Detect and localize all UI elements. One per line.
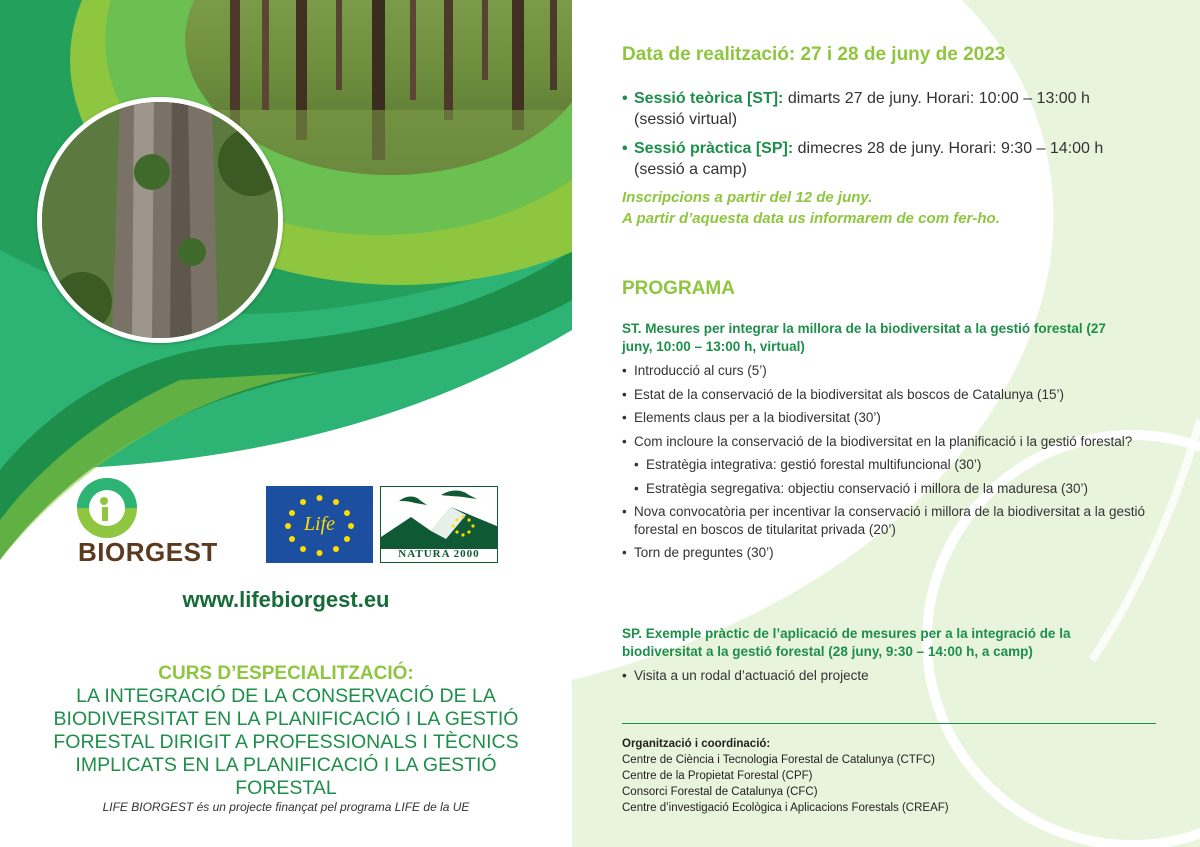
divider — [622, 723, 1156, 724]
course-title-line: BIODIVERSITAT EN LA PLANIFICACIÓ I LA GESTIÓ — [53, 708, 519, 730]
signup-line: Inscripcions a partir del 12 de juny. — [622, 189, 873, 206]
sp-heading-line: SP. Exemple pràctic de l’aplicació de mesures per a la integració de la — [622, 626, 1071, 641]
program-item: • Torn de preguntes (30’) — [622, 544, 1162, 562]
biorgest-logo — [72, 478, 247, 570]
organization-heading: Organització i coordinació: — [622, 738, 771, 750]
bullet-marker: • — [622, 140, 628, 157]
program-item: • Elements claus per a la biodiversitat (30’) — [622, 409, 1162, 427]
biorgest-wordmark: BIORGEST — [78, 537, 218, 567]
sp-heading-line: biodiversitat a la gestió forestal (28 juny, 9:30 – 14:00 h, a camp) — [622, 644, 1033, 659]
program-item: • Nova convocatòria per incentivar la conservació i millora de la biodiversitat a la gestió forestal en boscos de titularitat privada (20’) — [622, 503, 1162, 538]
session-label: Sessió teòrica [ST]: — [634, 90, 784, 107]
right-panel — [572, 0, 1200, 847]
tree-trunk-photo — [37, 97, 283, 343]
organization-entity: Consorci Forestal de Catalunya (CFC) — [622, 786, 818, 798]
session-label: Sessió pràctica [SP]: — [634, 140, 794, 157]
session-mode: (sessió virtual) — [634, 111, 738, 128]
sp-heading — [622, 625, 1162, 661]
st-heading-line: juny, 10:00 – 13:00 h, virtual) — [622, 339, 805, 354]
website-link[interactable]: www.lifebiorgest.eu — [182, 587, 390, 612]
program-subitem: • Estratègia segregativa: objectiu conservació i millora de la maduresa (30’) — [634, 480, 1162, 498]
left-panel — [0, 0, 572, 847]
organization-list — [622, 752, 949, 816]
session-practical — [622, 138, 1162, 180]
organization-entity: Centre d’investigació Ecològica i Aplicacions Forestals (CREAF) — [622, 802, 949, 814]
course-title-line: LA INTEGRACIÓ DE LA CONSERVACIÓ DE LA — [76, 685, 496, 707]
st-program-list — [622, 362, 1162, 568]
course-title-line: FORESTAL DIRIGIT A PROFESSIONALS I TÈCNICS — [53, 731, 519, 753]
organization-entity: Centre de Ciència i Tecnologia Forestal de Catalunya (CTFC) — [622, 754, 935, 766]
signup-line: A partir d’aquesta data us informarem de com fer-ho. — [622, 210, 1000, 227]
bullet-marker: • — [622, 90, 628, 107]
program-item: • Estat de la conservació de la biodiversitat als boscos de Catalunya (15’) — [622, 386, 1162, 404]
session-theoretical — [622, 88, 1162, 130]
program-item: • Com incloure la conservació de la biodiversitat en la planificació i la gestió forestal? — [622, 433, 1162, 451]
st-heading — [622, 320, 1162, 356]
program-item: • Visita a un rodal d’actuació del projecte — [622, 667, 1162, 685]
date-heading: Data de realització: 27 i 28 de juny de 2023 — [622, 44, 1006, 65]
organization-entity: Centre de la Propietat Forestal (CPF) — [622, 770, 813, 782]
session-details: dimecres 28 de juny. Horari: 9:30 – 14:00 h — [793, 140, 1104, 157]
funding-note: LIFE BIORGEST és un projecte finançat pel programa LIFE de la UE — [102, 800, 470, 814]
program-subitem: • Estratègia integrativa: gestió forestal multifuncional (30’) — [634, 456, 1162, 474]
session-details: dimarts 27 de juny. Horari: 10:00 – 13:00 h — [783, 90, 1090, 107]
sp-program-list — [622, 667, 1162, 691]
programa-heading: PROGRAMA — [622, 278, 735, 299]
life-eu-logo — [266, 486, 373, 563]
course-title-line: CURS D’ESPECIALITZACIÓ: — [158, 663, 414, 684]
course-title — [30, 662, 542, 800]
st-heading-line: ST. Mesures per integrar la millora de la biodiversitat a la gestió forestal (27 — [622, 321, 1106, 336]
natura-wordmark: NATURA 2000 — [398, 548, 480, 560]
program-item: • Introducció al curs (5’) — [622, 362, 1162, 380]
session-mode: (sessió a camp) — [634, 161, 747, 178]
signup-note — [622, 187, 1000, 229]
natura-2000-logo — [380, 486, 498, 563]
course-title-line: IMPLICATS EN LA PLANIFICACIÓ I LA GESTIÓ FORESTAL — [75, 754, 497, 799]
life-wordmark: Life — [303, 513, 336, 535]
